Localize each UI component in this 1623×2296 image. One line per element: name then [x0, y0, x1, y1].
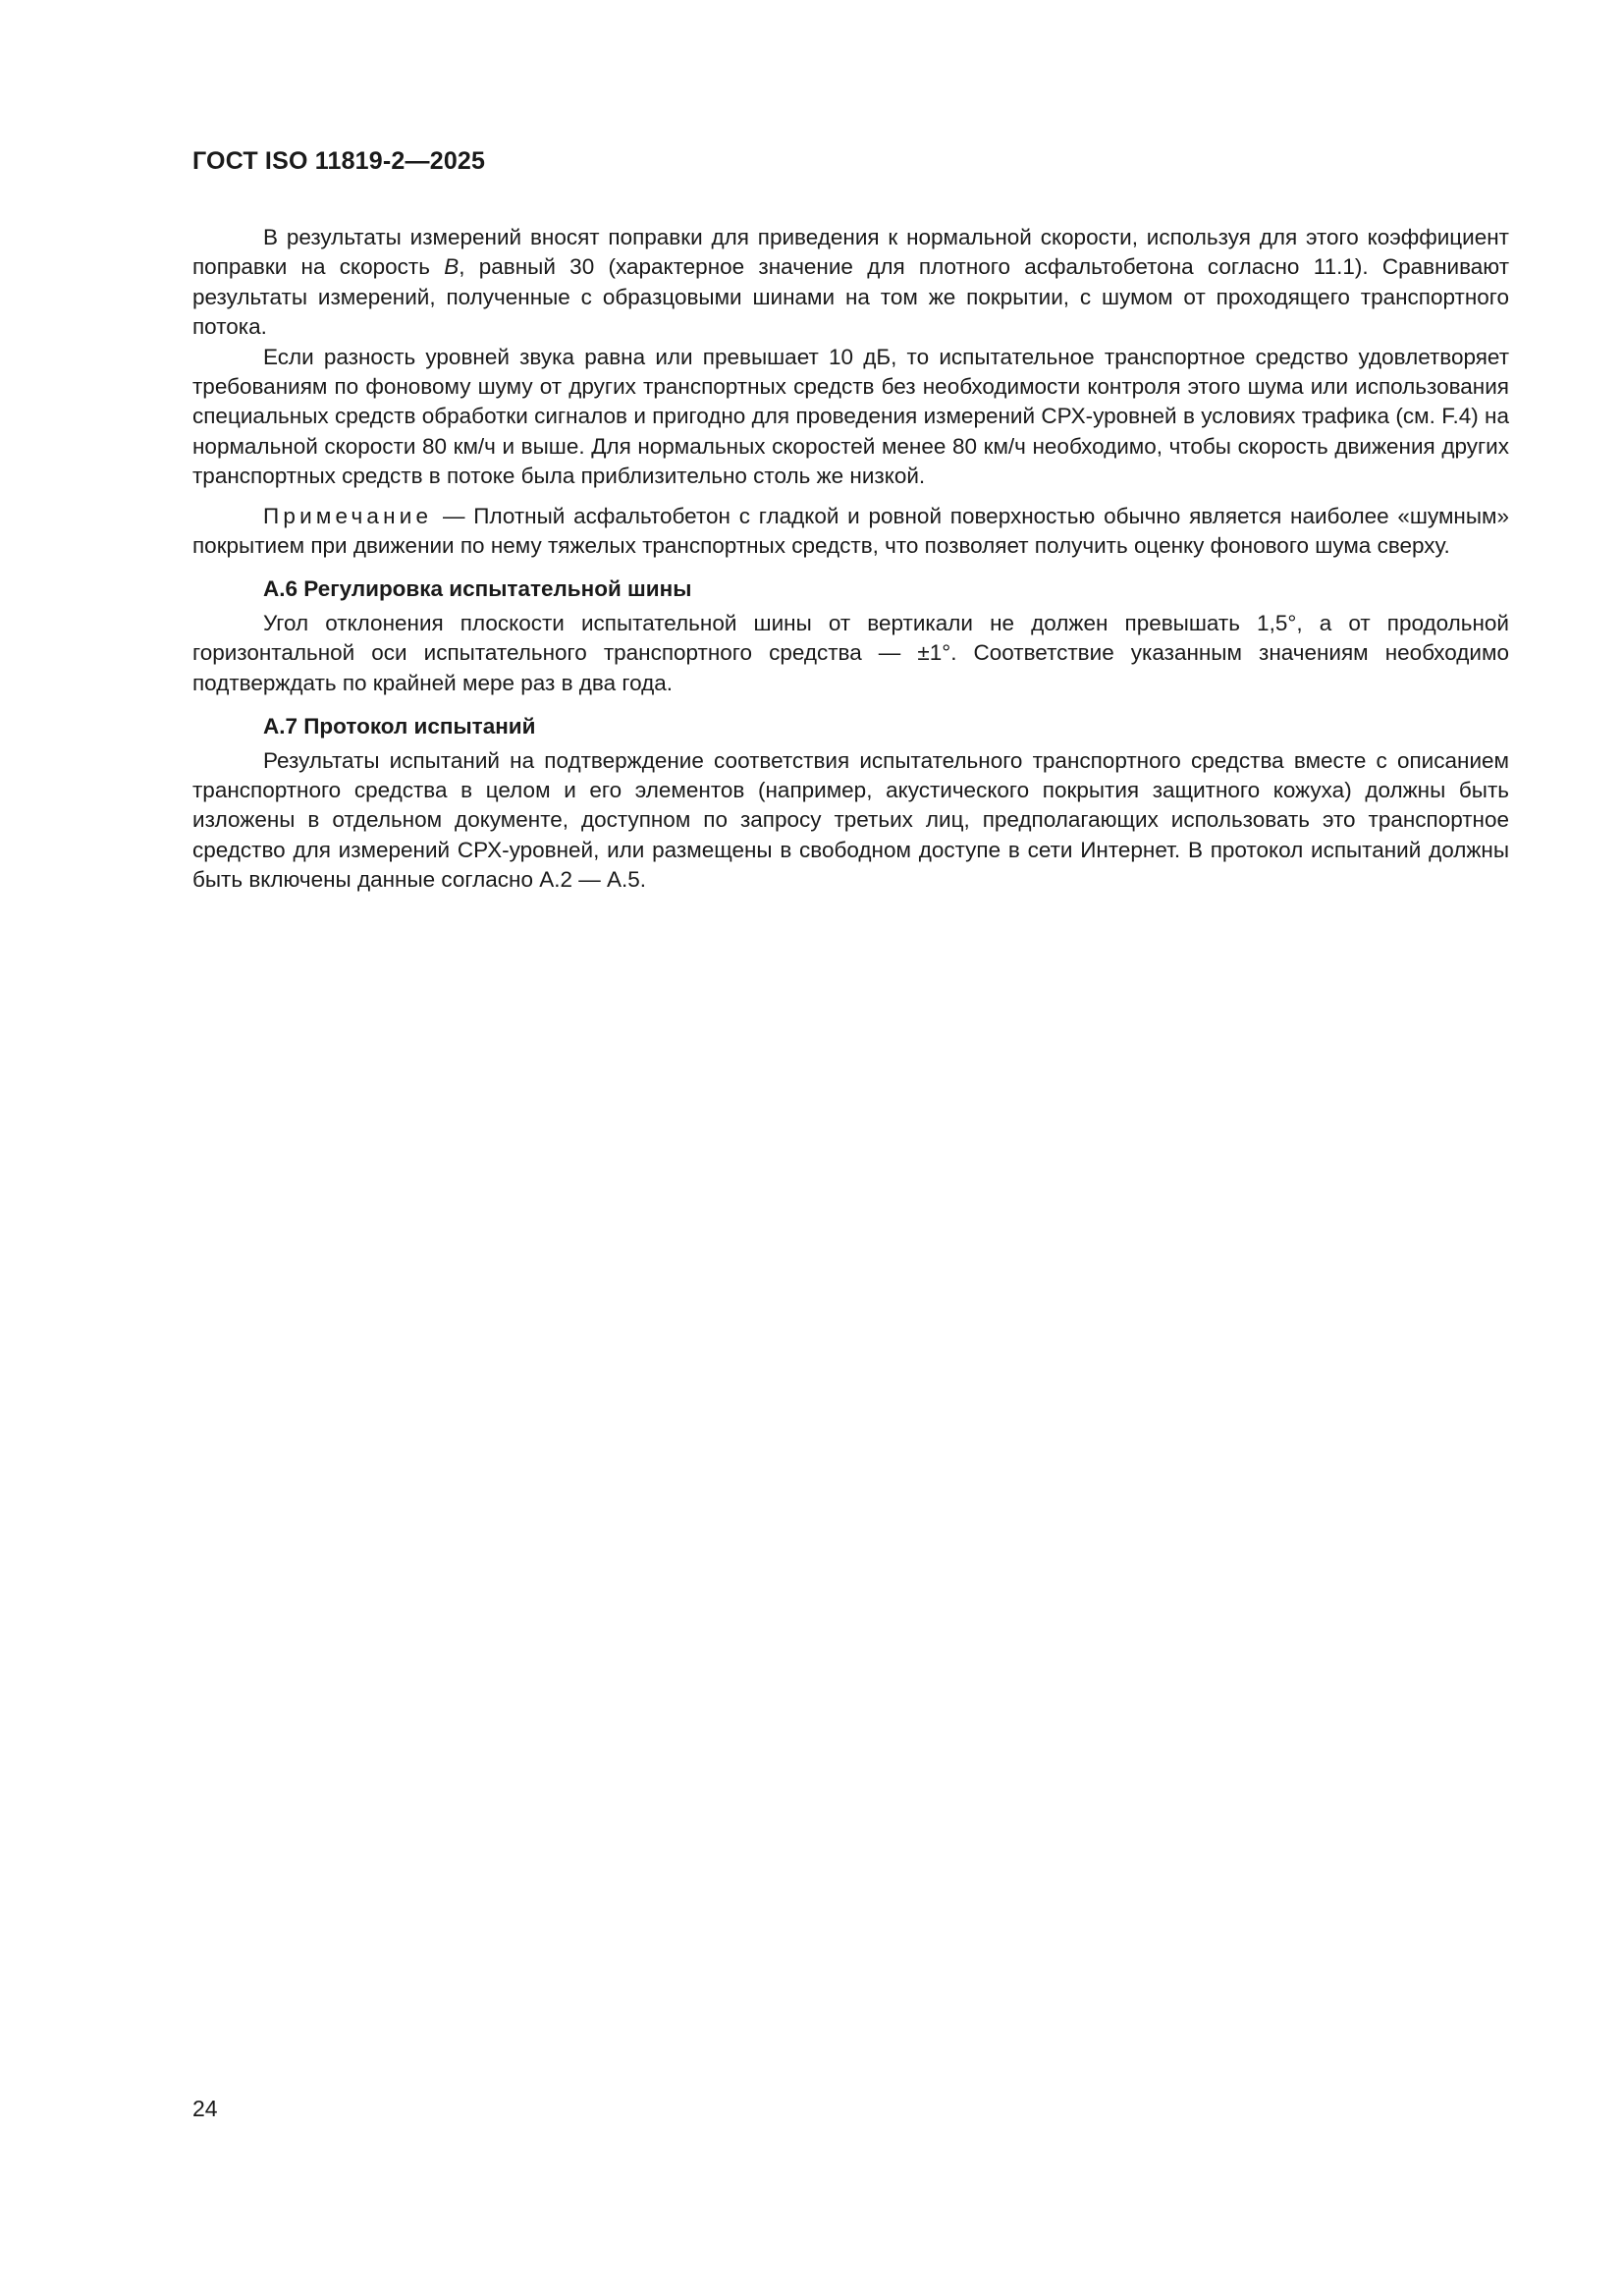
document-code-header: ГОСТ ISO 11819-2—2025: [192, 147, 486, 175]
section-a6-paragraph: Угол отклонения плоскости испытательной шины от вертикали не должен превышать 1,5°, а от продольной горизонтальной оси испытательного транспортного средства — ±1°. Соответствие указанным значениям необходимо подтверждать по крайней мере раз в два года.: [192, 610, 1509, 695]
paragraph-background-noise: Если разность уровней звука равна или превышает 10 дБ, то испытательное транспортное средство удовлетворяет требованиям по фоновому шуму от других транспортных средств без необходимости контроля этого шума или использования специальных средств обработки сигналов и пригодно для проведения измерений СРХ-уровней в условиях трафика (см. F.4) на нормальной скорости 80 км/ч и выше. Для нормальных скоростей менее 80 км/ч необходимо, чтобы скорость движения других транспортных средств в потоке была приблизительно столь же низкой.: [192, 344, 1509, 489]
note-paragraph: [192, 502, 1509, 562]
paragraph-text: , равный 30 (характерное значение для плотного асфальтобетона согласно 11.1). Сравнивают результаты измерений, полученные с образцовыми шинами на том же покрытии, с шумом от проходящего транспортного потока.: [192, 254, 1509, 340]
section-a6-heading: А.6 Регулировка испытательной шины: [263, 576, 692, 602]
page-content: [192, 223, 1509, 896]
note-text: — Плотный асфальтобетон с гладкой и ровной поверхностью обычно является наиболее «шумным» покрытием при движении по нему тяжелых транспортных средств, что позволяет получить оценку фонового шума сверху.: [192, 503, 1509, 559]
variable-b: B: [444, 254, 460, 280]
section-a7-heading: А.7 Протокол испытаний: [263, 714, 536, 739]
note-label: Примечание: [263, 503, 433, 528]
paragraph-speed-correction: [192, 223, 1509, 343]
page-number: 24: [192, 2096, 218, 2121]
section-a7-paragraph: Результаты испытаний на подтверждение соответствия испытательного транспортного средства вместе с описанием транспортного средства в целом и его элементов (например, акустического покрытия защитного кожуха) должны быть изложены в отдельном документе, доступном по запросу третьих лиц, предполагающих использовать это транспортное средство для измерений СРХ-уровней, или размещены в свободном доступе в сети Интернет. В протокол испытаний должны быть включены данные согласно А.2 — А.5.: [192, 747, 1509, 893]
paragraph-text: В результаты измерений вносят поправки для приведения к нормальной скорости, используя для этого коэффициент поправки на скорость: [192, 225, 1509, 280]
